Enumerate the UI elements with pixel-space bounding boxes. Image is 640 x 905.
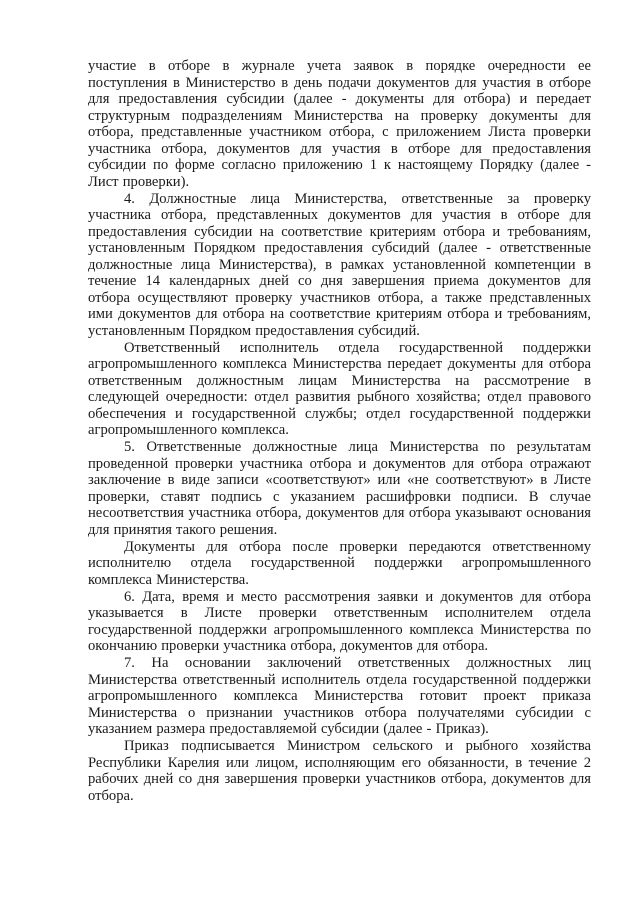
paragraph-4: 5. Ответственные должностные лица Министерства по результатам проведенной проверки участника отбора и документов для отбора отражают заключение в виде записи «соответствуют» или «не соответствуют» в Листе проверки, ставят подпись с указанием расшифровки подписи. В случае несоответствия участника отбора, документов для отбора указывают основания для принятия такого решения.	[88, 439, 591, 538]
paragraph-3: Ответственный исполнитель отдела государственной поддержки агропромышленного комплекса Министерства передает документы для отбора ответственным должностным лицам Министерства на рассмотрение в следующей очередности: отдел развития рыбного хозяйства; отдел правового обеспечения и государственной службы; отдел государственной поддержки агропромышленного комплекса.	[88, 339, 591, 438]
paragraph-6: 6. Дата, время и место рассмотрения заявки и документов для отбора указывается в Листе проверки ответственным исполнителем отдела государственной поддержки агропромышленного комплекса Министерства по окончанию проверки участника отбора, документов для отбора.	[88, 588, 591, 654]
paragraph-5: Документы для отбора после проверки передаются ответственному исполнителю отдела государственной поддержки агропромышленного комплекса Министерства.	[88, 538, 591, 588]
paragraph-2: 4. Должностные лица Министерства, ответственные за проверку участника отбора, представленных документов для участия в отборе для предоставления субсидии на соответствие критериям отбора и требованиям, установленным Порядком предоставления субсидий (далее - ответственные должностные лица Министерства), в рамках установленной компетенции в течение 14 календарных дней со дня завершения приема документов для отбора осуществляют проверку участников отбора, а также представленных ими документов для отбора на соответствие критериям отбора и требованиям, установленным Порядком предоставления субсидий.	[88, 190, 591, 339]
document-body	[88, 58, 591, 805]
paragraph-8: Приказ подписывается Министром сельского и рыбного хозяйства Республики Карелия или лицом, исполняющим его обязанности, в течение 2 рабочих дней со дня завершения проверки участников отбора, документов для отбора.	[88, 738, 591, 804]
paragraph-7: 7. На основании заключений ответственных должностных лиц Министерства ответственный исполнитель отдела государственной поддержки агропромышленного комплекса Министерства готовит проект приказа Министерства о признании участников отбора получателями субсидии с указанием размера предоставляемой субсидии (далее - Приказ).	[88, 655, 591, 737]
paragraph-1: участие в отборе в журнале учета заявок в порядке очередности ее поступления в Министерство в день подачи документов для участия в отборе для предоставления субсидии (далее - документы для отбора) и передает структурным подразделениям Министерства на проверку документы для отбора, представленные участником отбора, с приложением Листа проверки участника отбора, документов для участия в отборе для предоставления субсидии по форме согласно приложению 1 к настоящему Порядку (далее - Лист проверки).	[88, 58, 591, 190]
